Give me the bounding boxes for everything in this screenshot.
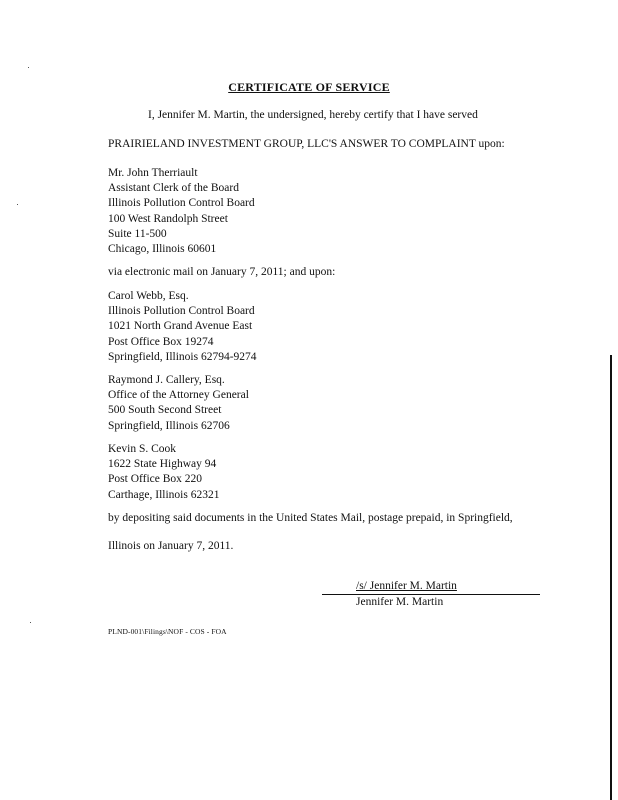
recipient-address-1 <box>108 166 255 257</box>
address-line: Illinois Pollution Control Board <box>108 305 255 318</box>
scan-speck <box>28 67 29 68</box>
address-line: Kevin S. Cook <box>108 443 177 455</box>
address-line: Post Office Box 19274 <box>108 335 214 348</box>
address-line: 1021 North Grand Avenue East <box>108 320 253 333</box>
mailing-statement: by depositing said documents in the United States Mail, postage prepaid, in Springfield, <box>108 512 513 524</box>
address-line: Post Office Box 220 <box>108 473 203 486</box>
address-line: Carthage, Illinois 62321 <box>108 488 220 501</box>
served-document-name: PRAIRIELAND INVESTMENT GROUP, LLC'S ANSWER TO COMPLAINT upon: <box>108 138 505 150</box>
address-line: Mr. John Therriault <box>108 167 198 179</box>
file-path-footer: PLND-001\Filings\NOF - COS - FOA <box>108 627 227 636</box>
electronic-signature: /s/ Jennifer M. Martin <box>356 580 457 592</box>
certification-statement: I, Jennifer M. Martin, the undersigned, hereby certify that I have served <box>148 109 478 121</box>
signer-name: Jennifer M. Martin <box>356 596 444 608</box>
document-title: CERTIFICATE OF SERVICE <box>228 80 390 94</box>
address-line: Springfield, Illinois 62794-9274 <box>108 350 257 363</box>
address-line: Assistant Clerk of the Board <box>108 182 239 195</box>
scan-speck <box>17 204 18 205</box>
address-line: Raymond J. Callery, Esq. <box>108 374 225 386</box>
address-line: Illinois Pollution Control Board <box>108 197 255 210</box>
recipient-address-2 <box>108 289 257 365</box>
address-line: Chicago, Illinois 60601 <box>108 243 217 256</box>
recipient-address-4 <box>108 442 219 503</box>
address-line: 100 West Randolph Street <box>108 212 228 225</box>
recipient-address-3 <box>108 373 249 434</box>
mailing-date-line: Illinois on January 7, 2011. <box>108 540 234 552</box>
address-line: Carol Webb, Esq. <box>108 290 189 302</box>
service-method-line: via electronic mail on January 7, 2011; and upon: <box>108 266 336 278</box>
address-line: Suite 11-500 <box>108 227 167 240</box>
scan-edge-line <box>610 355 612 800</box>
address-line: Springfield, Illinois 62706 <box>108 419 230 432</box>
address-line: Office of the Attorney General <box>108 389 249 402</box>
scan-speck <box>30 622 31 623</box>
address-line: 1622 State Highway 94 <box>108 458 217 471</box>
address-line: 500 South Second Street <box>108 404 222 417</box>
